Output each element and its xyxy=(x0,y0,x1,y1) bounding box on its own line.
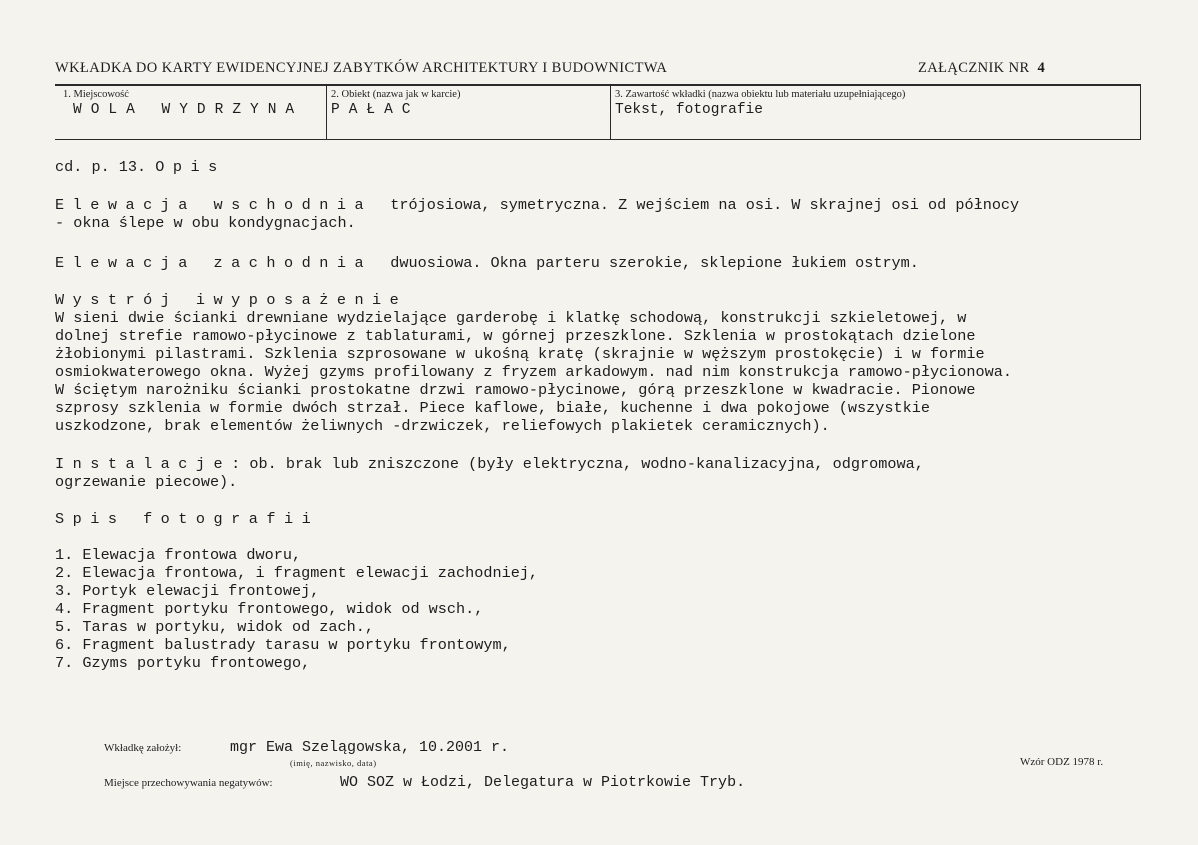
photo-list-item: 2. Elewacja frontowa, i fragment elewacji zachodniej, xyxy=(55,564,539,582)
field-object-value: PAŁAC xyxy=(331,102,420,118)
created-by-label: Wkładkę założył: xyxy=(104,742,182,754)
interior-line: żłobionymi pilastrami. Szklenia szprosowane w ukośną kratę (skrajnie w węższym prostokęcie) i w formie xyxy=(55,345,985,363)
photo-list-item: 5. Taras w portyku, widok od zach., xyxy=(55,618,374,636)
east-heading: Elewacja wschodnia xyxy=(55,196,373,214)
interior-line: szprosy szklenia w formie dwóch strzał. Piece kaflowe, białe, kuchenne i dwa pokojowe (wszystkie xyxy=(55,399,930,417)
field-locality-value: WOLA WYDRZYNA xyxy=(73,102,304,118)
installations-text-1: : ob. brak lub zniszczone (były elektryczna, wodno-kanalizacyjna, odgromowa, xyxy=(231,455,924,473)
installations-line-2: ogrzewanie piecowe). xyxy=(55,473,238,491)
interior-line: uszkodzone, brak elementów żeliwnych -drzwiczek, reliefowych plakietek ceramicznych). xyxy=(55,417,830,435)
photo-list-item: 7. Gzyms portyku frontowego, xyxy=(55,654,311,672)
field-locality xyxy=(55,86,326,139)
created-by-hint: (imię, nazwisko, data) xyxy=(290,758,377,768)
east-text-1: trójosiowa, symetryczna. Z wejściem na osi. W skrajnej osi od północy xyxy=(372,196,1020,214)
interior-line: W ściętym narożniku ścianki prostokatne drzwi ramowo-płycinowe, górą przeszklone w kwadracie. Pionowe xyxy=(55,381,976,399)
document-body xyxy=(55,158,1145,680)
field-contents xyxy=(610,86,1141,139)
interior-line: dolnej strefie ramowo-płycinowe z tablaturami, w górnej przeszklone. Szklenia w prostokątach dzielone xyxy=(55,327,976,345)
attachment-number xyxy=(918,60,1045,77)
photo-list-item: 4. Fragment portyku frontowego, widok od wsch., xyxy=(55,600,484,618)
west-text: dwuosiowa. Okna parteru szerokie, sklepione łukiem ostrym. xyxy=(372,254,919,272)
photo-list-item: 3. Portyk elewacji frontowej, xyxy=(55,582,320,600)
installations-line-1 xyxy=(55,455,924,473)
photo-list-item: 1. Elewacja frontowa dworu, xyxy=(55,546,302,564)
photo-list-item: 6. Fragment balustrady tarasu w portyku frontowym, xyxy=(55,636,511,654)
negatives-storage-value: WO SOZ w Łodzi, Delegatura w Piotrkowie Tryb. xyxy=(340,774,746,791)
photos-heading: Spis fotografii xyxy=(55,510,320,528)
intro-heading: Opis xyxy=(155,158,226,176)
created-by-value: mgr Ewa Szelągowska, 10.2001 r. xyxy=(230,739,510,756)
interior-heading: Wystrój iwyposażenie xyxy=(55,291,408,309)
field-object xyxy=(326,86,610,139)
form-fields-table xyxy=(55,84,1141,140)
west-heading: Elewacja zachodnia xyxy=(55,254,373,272)
east-elevation-line-2: - okna ślepe w obu kondygnacjach. xyxy=(55,214,356,232)
intro-prefix: cd. p. 13. xyxy=(55,158,156,176)
east-elevation-line-1 xyxy=(55,196,1019,214)
attachment-value: 4 xyxy=(1037,60,1046,76)
field-contents-value: Tekst, fotografie xyxy=(615,102,763,118)
negatives-storage-label: Miejsce przechowywania negatywów: xyxy=(104,777,273,789)
west-elevation-line xyxy=(55,254,919,272)
document-title: WKŁADKA DO KARTY EWIDENCYJNEJ ZABYTKÓW ARCHITEKTURY I BUDOWNICTWA xyxy=(55,60,668,76)
field-object-label: 2. Obiekt (nazwa jak w karcie) xyxy=(331,89,461,100)
interior-line: W sieni dwie ścianki drewniane wydzielające garderobę i klatkę schodową, konstrukcji szkieletowej, w xyxy=(55,309,967,327)
installations-heading: Instalacje xyxy=(55,455,232,473)
field-locality-label: 1. Miejscowość xyxy=(63,89,129,100)
attachment-label: ZAŁĄCZNIK NR xyxy=(918,60,1030,76)
intro-line xyxy=(55,158,226,176)
interior-line: osmiokwaterowego okna. Wyżej gzyms profilowany z fryzem arkadowym. nad nim konstrukcja ramowo-płycionowa. xyxy=(55,363,1012,381)
field-contents-label: 3. Zawartość wkładki (nazwa obiektu lub materiału uzupełniającego) xyxy=(615,89,906,100)
form-model-note: Wzór ODZ 1978 r. xyxy=(1020,756,1104,768)
